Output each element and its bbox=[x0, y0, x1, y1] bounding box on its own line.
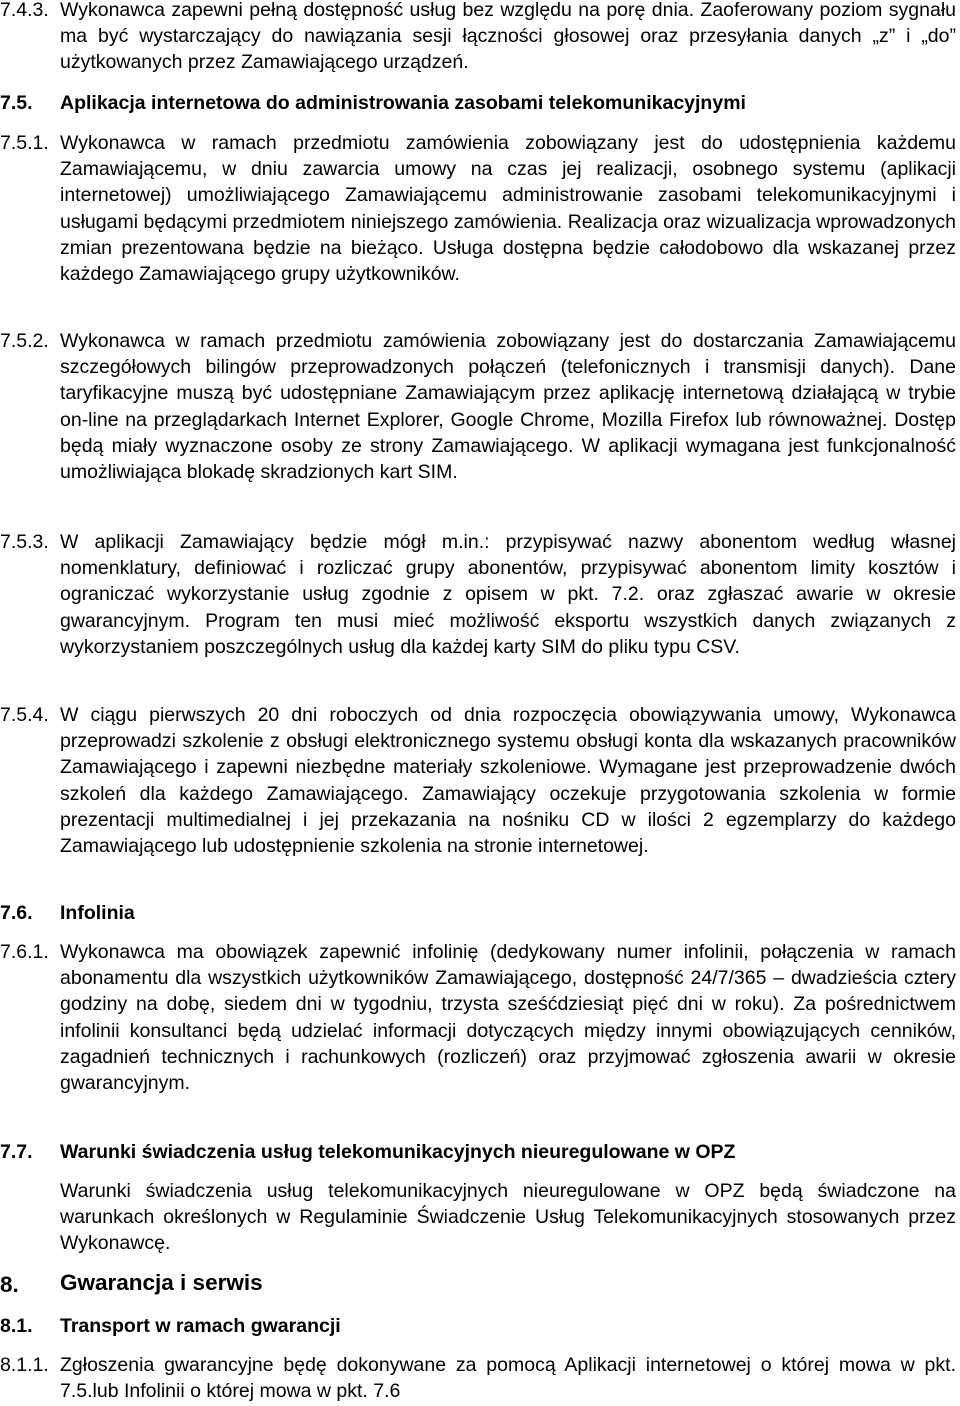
heading-number: 8. bbox=[0, 1272, 19, 1297]
heading-7-6 bbox=[0, 900, 960, 926]
heading-title: Warunki świadczenia usług telekomunikacyjnych nieuregulowane w OPZ bbox=[60, 1141, 736, 1163]
section-number: 8.1.1. bbox=[0, 1354, 49, 1376]
section-7-4-3 bbox=[0, 0, 960, 76]
section-text: Zgłoszenia gwarancyjne będę dokonywane za pomocą Aplikacji internetowej o której mowa w pkt. 7.5.lub Infolinii o której mowa w pkt. 7.6 bbox=[60, 1354, 956, 1403]
section-text: W ciągu pierwszych 20 dni roboczych od dnia rozpoczęcia obowiązywania umowy, Wykonawca przeprowadzi szkolenie z obsługi elektronicznego systemu obsługi konta dla wskazanych pracowników Zamawiającego i zapewni niezbędne materiały szkoleniowe. Wymagane jest przeprowadzenie dwóch szkoleń dla każdego Zamawiającego. Zamawiający oczekuje przygotowania szkolenia w formie prezentacji multimedialnej i jej przekazania na nośniku CD w ilości 2 egzemplarzy do każdego Zamawiającego lub udostępnienie szkolenia na stronie internetowej. bbox=[60, 704, 956, 858]
section-7-6-1 bbox=[0, 939, 960, 1096]
section-number: 7.5.3. bbox=[0, 531, 49, 553]
section-text: Wykonawca w ramach przedmiotu zamówienia zobowiązany jest do dostarczania Zamawiającemu szczegółowych bilingów przeprowadzonych połączeń (telefonicznych i transmisji danych). Dane taryfikacyjne muszą być udostępniane Zamawiającym przez aplikację internetową działającą w trybie on-line na przeglądarkach Internet Explorer, Google Chrome, Mozilla Firefox lub równoważnej. Dostęp będą miały wyznaczone osoby ze strony Zamawiającego. W aplikacji wymagana jest funkcjonalność umożliwiająca blokadę skradzionych kart SIM. bbox=[60, 330, 956, 484]
heading-8 bbox=[0, 1270, 960, 1296]
heading-7-5 bbox=[0, 90, 960, 116]
section-7-5-4 bbox=[0, 702, 960, 859]
heading-title: Transport w ramach gwarancji bbox=[60, 1315, 341, 1337]
section-text: Wykonawca ma obowiązek zapewnić infolinię (dedykowany numer infolinii, połączenia w ramach abonamentu dla wszystkich użytkowników Zamawiającego, dostępność 24/7/365 – dwadzieścia cztery godziny na dobę, siedem dni w tygodniu, trzysta sześćdziesiąt pięć dni w roku). Za pośrednictwem infolinii konsultanci będą udzielać informacji dotyczących między innymi obowiązujących cenników, zagadnień technicznych i rachunkowych (rozliczeń) oraz przyjmować zgłoszenia awarii w okresie gwarancyjnym. bbox=[60, 941, 956, 1095]
heading-8-1 bbox=[0, 1313, 960, 1339]
section-number: 7.5.1. bbox=[0, 132, 49, 154]
heading-title: Infolinia bbox=[60, 902, 135, 924]
section-text: Wykonawca w ramach przedmiotu zamówienia zobowiązany jest do udostępnienia każdemu Zamawiającemu, w dniu zawarcia umowy na czas jej realizacji, osobnego systemu (aplikacji internetowej) umożliwiającego Zamawiającemu administrowanie zasobami telekomunikacyjnymi i usługami będącymi przedmiotem niniejszego zamówienia. Realizacja oraz wizualizacja wprowadzonych zmian prezentowana będzie na bieżąco. Usługa dostępna będzie całodobowo dla wskazanej przez każdego Zamawiającego grupy użytkowników. bbox=[60, 132, 956, 286]
section-7-7-text bbox=[0, 1178, 960, 1257]
heading-7-7 bbox=[0, 1139, 960, 1165]
section-number: 7.4.3. bbox=[0, 0, 49, 21]
heading-title: Aplikacja internetowa do administrowania zasobami telekomunikacyjnymi bbox=[60, 92, 746, 114]
heading-number: 7.5. bbox=[0, 92, 33, 114]
heading-title: Gwarancja i serwis bbox=[60, 1270, 263, 1295]
section-7-5-3 bbox=[0, 529, 960, 660]
section-number: 7.5.4. bbox=[0, 704, 49, 726]
section-text: Warunki świadczenia usług telekomunikacyjnych nieuregulowane w OPZ będą świadczone na warunkach określonych w Regulaminie Świadczenie Usług Telekomunikacyjnych stosowanych przez Wykonawcę. bbox=[60, 1180, 956, 1255]
section-7-5-2 bbox=[0, 328, 960, 485]
heading-number: 7.6. bbox=[0, 902, 33, 924]
section-number: 7.5.2. bbox=[0, 330, 49, 352]
heading-number: 7.7. bbox=[0, 1141, 33, 1163]
section-number: 7.6.1. bbox=[0, 941, 49, 963]
heading-number: 8.1. bbox=[0, 1315, 33, 1337]
section-text: Wykonawca zapewni pełną dostępność usług bez względu na porę dnia. Zaoferowany poziom sygnału ma być wystarczający do nawiązania sesji łączności głosowej oraz przesyłania danych „z” i „do” użytkowanych przez Zamawiającego urządzeń. bbox=[60, 0, 956, 74]
section-8-1-1 bbox=[0, 1352, 960, 1404]
section-text: W aplikacji Zamawiający będzie mógł m.in.: przypisywać nazwy abonentom według własnej nomenklatury, definiować i rozliczać grupy abonentów, przypisywać abonentom limity kosztów i ograniczać wykorzystanie usług zgodnie z opisem w pkt. 7.2. oraz zgłaszać awarie w okresie gwarancyjnym. Program ten musi mieć możliwość eksportu wszystkich danych związanych z wykorzystaniem poszczególnych usług dla każdej karty SIM do pliku typu CSV. bbox=[60, 531, 956, 658]
section-7-5-1 bbox=[0, 130, 960, 287]
